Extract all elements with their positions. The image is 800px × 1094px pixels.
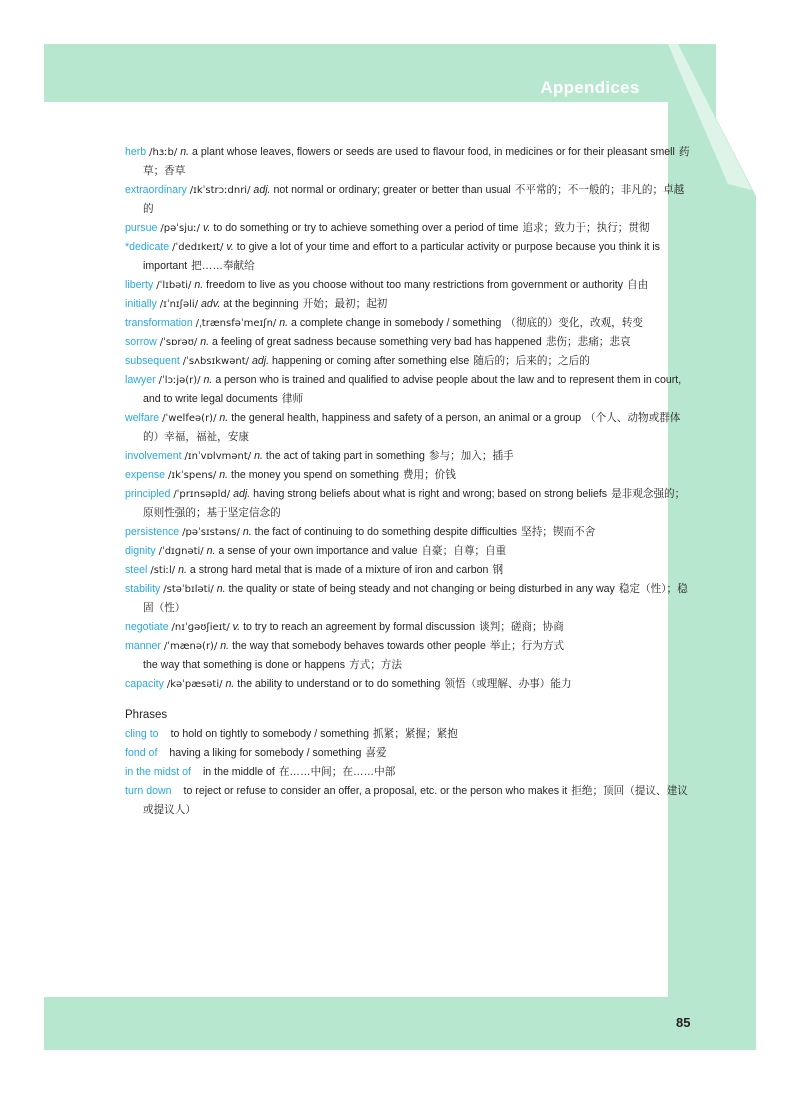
page-number: 85 [676,1015,691,1030]
definition: a sense of your own importance and value [218,545,418,557]
headword: extraordinary [125,184,187,196]
definition: a complete change in somebody / something [291,317,502,329]
headword: stability [125,583,161,595]
definition: to try to reach an agreement by formal discussion [243,621,476,633]
pronunciation: /ɪkˈstrɔːdnri/ [189,185,251,196]
part-of-speech: n. [206,545,216,557]
glossary-entry [125,542,693,561]
definition: to give a lot of your time and effort to a particular activity or purpose because you think it is important [143,241,660,272]
pronunciation: /ˈdedɪkeɪt/ [172,242,224,253]
pronunciation: /stiːl/ [150,565,176,576]
definition: to do something or try to achieve something over a period of time [213,222,519,234]
headword: liberty [125,279,154,291]
chinese-translation: 药草；香草 [143,146,690,177]
pronunciation: /ˈmænə(r)/ [163,641,218,652]
definition: a strong hard metal that is made of a mixture of iron and carbon [189,564,489,576]
chinese-translation: 自由 [627,279,649,291]
definition: having a liking for somebody / something [169,747,362,759]
headword: principled [125,488,171,500]
headword: welfare [125,412,160,424]
footer-band [44,997,756,1050]
definition: the quality or state of being steady and not changing or being disturbed in any way [228,583,615,595]
definition: at the beginning [223,298,299,310]
pronunciation: /ɪnˈvɒlvmənt/ [184,451,252,462]
part-of-speech: adj. [233,488,251,500]
chinese-translation: 追求；致力于；执行；贯彻 [522,222,650,234]
headword: dignity [125,545,156,557]
section-title: Appendices [540,78,640,97]
definition: not normal or ordinary; greater or better than usual [273,184,511,196]
part-of-speech: v. [232,621,241,633]
glossary-entry [125,675,693,694]
glossary-entry [125,295,693,314]
chinese-translation: 把……奉献给 [191,260,255,272]
pronunciation: /hɜːb/ [149,147,178,158]
headword: herb [125,146,147,158]
chinese-translation: 不平常的；不一般的；非凡的；卓越的 [143,184,685,215]
definition: the fact of continuing to do something despite difficulties [254,526,518,538]
chinese-translation: 在……中间；在……中部 [278,766,396,778]
headword: expense [125,469,166,481]
definition: to hold on tightly to somebody / something [170,728,370,740]
part-of-speech: adj. [251,355,270,367]
definition: freedom to live as you choose without too many restrictions from government or authority [206,279,624,291]
phrase-entry [125,763,693,782]
glossary-entry [125,219,693,238]
chinese-translation: （彻底的）变化，改观，转变 [505,317,644,329]
part-of-speech: n. [203,374,213,386]
chinese-translation: 抓紧；紧握；紧抱 [373,728,458,740]
headword: capacity [125,678,164,690]
glossary-entry [125,143,693,181]
definition: the money you spend on something [231,469,399,481]
definition: the general health, happiness and safety of a person, an animal or a group [231,412,582,424]
glossary-entry [125,352,693,371]
chinese-translation: 稳定（性）；稳固（性） [143,583,688,614]
definition: the ability to understand or to do something [237,678,441,690]
pronunciation: /pəˈsjuː/ [160,223,201,234]
headword: transformation [125,317,193,329]
pronunciation: /ˈsɒrəʊ/ [159,337,198,348]
glossary-entry [125,333,693,352]
phrase-entry [125,725,693,744]
part-of-speech: n. [180,146,190,158]
definition-2: the way that something is done or happens [143,659,346,671]
part-of-speech: n. [225,678,235,690]
chinese-translation: 随后的；后来的；之后的 [473,355,590,367]
glossary-entry [125,314,693,333]
phrases-heading: Phrases [125,709,168,721]
definition: having strong beliefs about what is right and wrong; based on strong beliefs [253,488,608,500]
part-of-speech: n. [219,412,229,424]
glossary-entry [125,618,693,637]
part-of-speech: n. [242,526,252,538]
part-of-speech: adv. [201,298,221,310]
glossary-entries [125,143,693,694]
glossary-entry [125,238,693,276]
part-of-speech: n. [219,469,229,481]
headword: persistence [125,526,180,538]
definition: a feeling of great sadness because something very bad has happened [212,336,542,348]
pronunciation: /ˌtrænsfəˈmeɪʃn/ [195,318,277,329]
chinese-translation: 开始；最初；起初 [302,298,388,310]
pronunciation: /ˈlɔːjə(r)/ [158,375,201,386]
pronunciation: /kəˈpæsəti/ [166,679,223,690]
headword: involvement [125,450,182,462]
chinese-translation: 参与；加入；插手 [428,450,514,462]
part-of-speech: n. [194,279,204,291]
glossary-entry [125,523,693,542]
phrase: turn down [125,785,172,797]
definition: a plant whose leaves, flowers or seeds are used to flavour food, in medicines or for their pleasant smell [192,146,675,158]
phrase: in the midst of [125,766,191,778]
glossary-entry [125,409,693,447]
glossary-entry [125,466,693,485]
part-of-speech: n. [279,317,289,329]
chinese-translation-2: 方式；方法 [349,659,402,671]
headword: initially [125,298,157,310]
part-of-speech: v. [226,241,234,253]
phrases-list [125,725,693,820]
chinese-translation: 钢 [492,564,504,576]
chinese-translation: 领悟（或理解、办事）能力 [444,678,572,690]
definition: the act of taking part in something [265,450,425,462]
glossary-entry [125,371,693,409]
glossary-entry [125,447,693,466]
pronunciation: /ˈlɪbəti/ [156,280,192,291]
chinese-translation: 举止；行为方式 [489,640,565,652]
chinese-translation: （个人、动物或群体的）幸福，福祉，安康 [143,412,681,443]
pronunciation: /ˈwelfeə(r)/ [162,413,217,424]
glossary-entry [125,580,693,618]
glossary-entry [125,561,693,580]
chinese-translation: 悲伤；悲痛；悲哀 [545,336,631,348]
pronunciation: /nɪˈɡəʊʃieɪt/ [171,622,230,633]
headword: pursue [125,222,158,234]
chinese-translation: 喜爱 [365,747,387,759]
chinese-translation: 谈判；磋商；协商 [479,621,564,633]
phrase: cling to [125,728,159,740]
chinese-translation: 是非观念强的；原则性强的；基于坚定信念的 [143,488,686,519]
definition: to reject or refuse to consider an offer, a proposal, etc. or the person who makes it [183,785,568,797]
chinese-translation: 律师 [281,393,304,405]
definition: happening or coming after something else [272,355,470,367]
pronunciation: /ˈprɪnsəpld/ [173,489,231,500]
phrase: fond of [125,747,158,759]
pronunciation: /stəˈbɪləti/ [163,584,214,595]
chinese-translation: 自豪；自尊；自重 [421,545,507,557]
pronunciation: /ˈdɪɡnəti/ [158,546,204,557]
part-of-speech: v. [203,222,211,234]
headword: subsequent [125,355,180,367]
pronunciation: /ˈsʌbsɪkwənt/ [182,356,250,367]
part-of-speech: adj. [253,184,271,196]
headword: sorrow [125,336,157,348]
chinese-translation: 坚持；锲而不舍 [521,526,596,538]
glossary-entry [125,485,693,523]
definition: the way that somebody behaves towards other people [232,640,486,652]
glossary-entry [125,181,693,219]
headword: negotiate [125,621,169,633]
glossary-entry [125,637,693,675]
right-margin-band-lower [716,205,756,1050]
definition: in the middle of [202,766,275,778]
pronunciation: /pəˈsɪstəns/ [182,527,240,538]
chinese-translation: 费用；价钱 [402,469,456,481]
chinese-translation: 拒绝；顶回（提议、建议或提议人） [143,785,688,816]
pronunciation: /ɪkˈspens/ [168,470,217,481]
part-of-speech: n. [216,583,226,595]
headword: *dedicate [125,241,170,253]
headword: manner [125,640,161,652]
glossary [125,143,693,820]
definition: a person who is trained and qualified to advise people about the law and to represent them in court, and to write legal documents [143,374,682,405]
phrase-entry [125,744,693,763]
part-of-speech: n. [220,640,230,652]
pronunciation: /ɪˈnɪʃəli/ [159,299,199,310]
glossary-entry [125,276,693,295]
part-of-speech: n. [254,450,263,462]
headword: lawyer [125,374,156,386]
part-of-speech: n. [178,564,187,576]
part-of-speech: n. [200,336,210,348]
phrase-entry [125,782,693,820]
headword: steel [125,564,148,576]
